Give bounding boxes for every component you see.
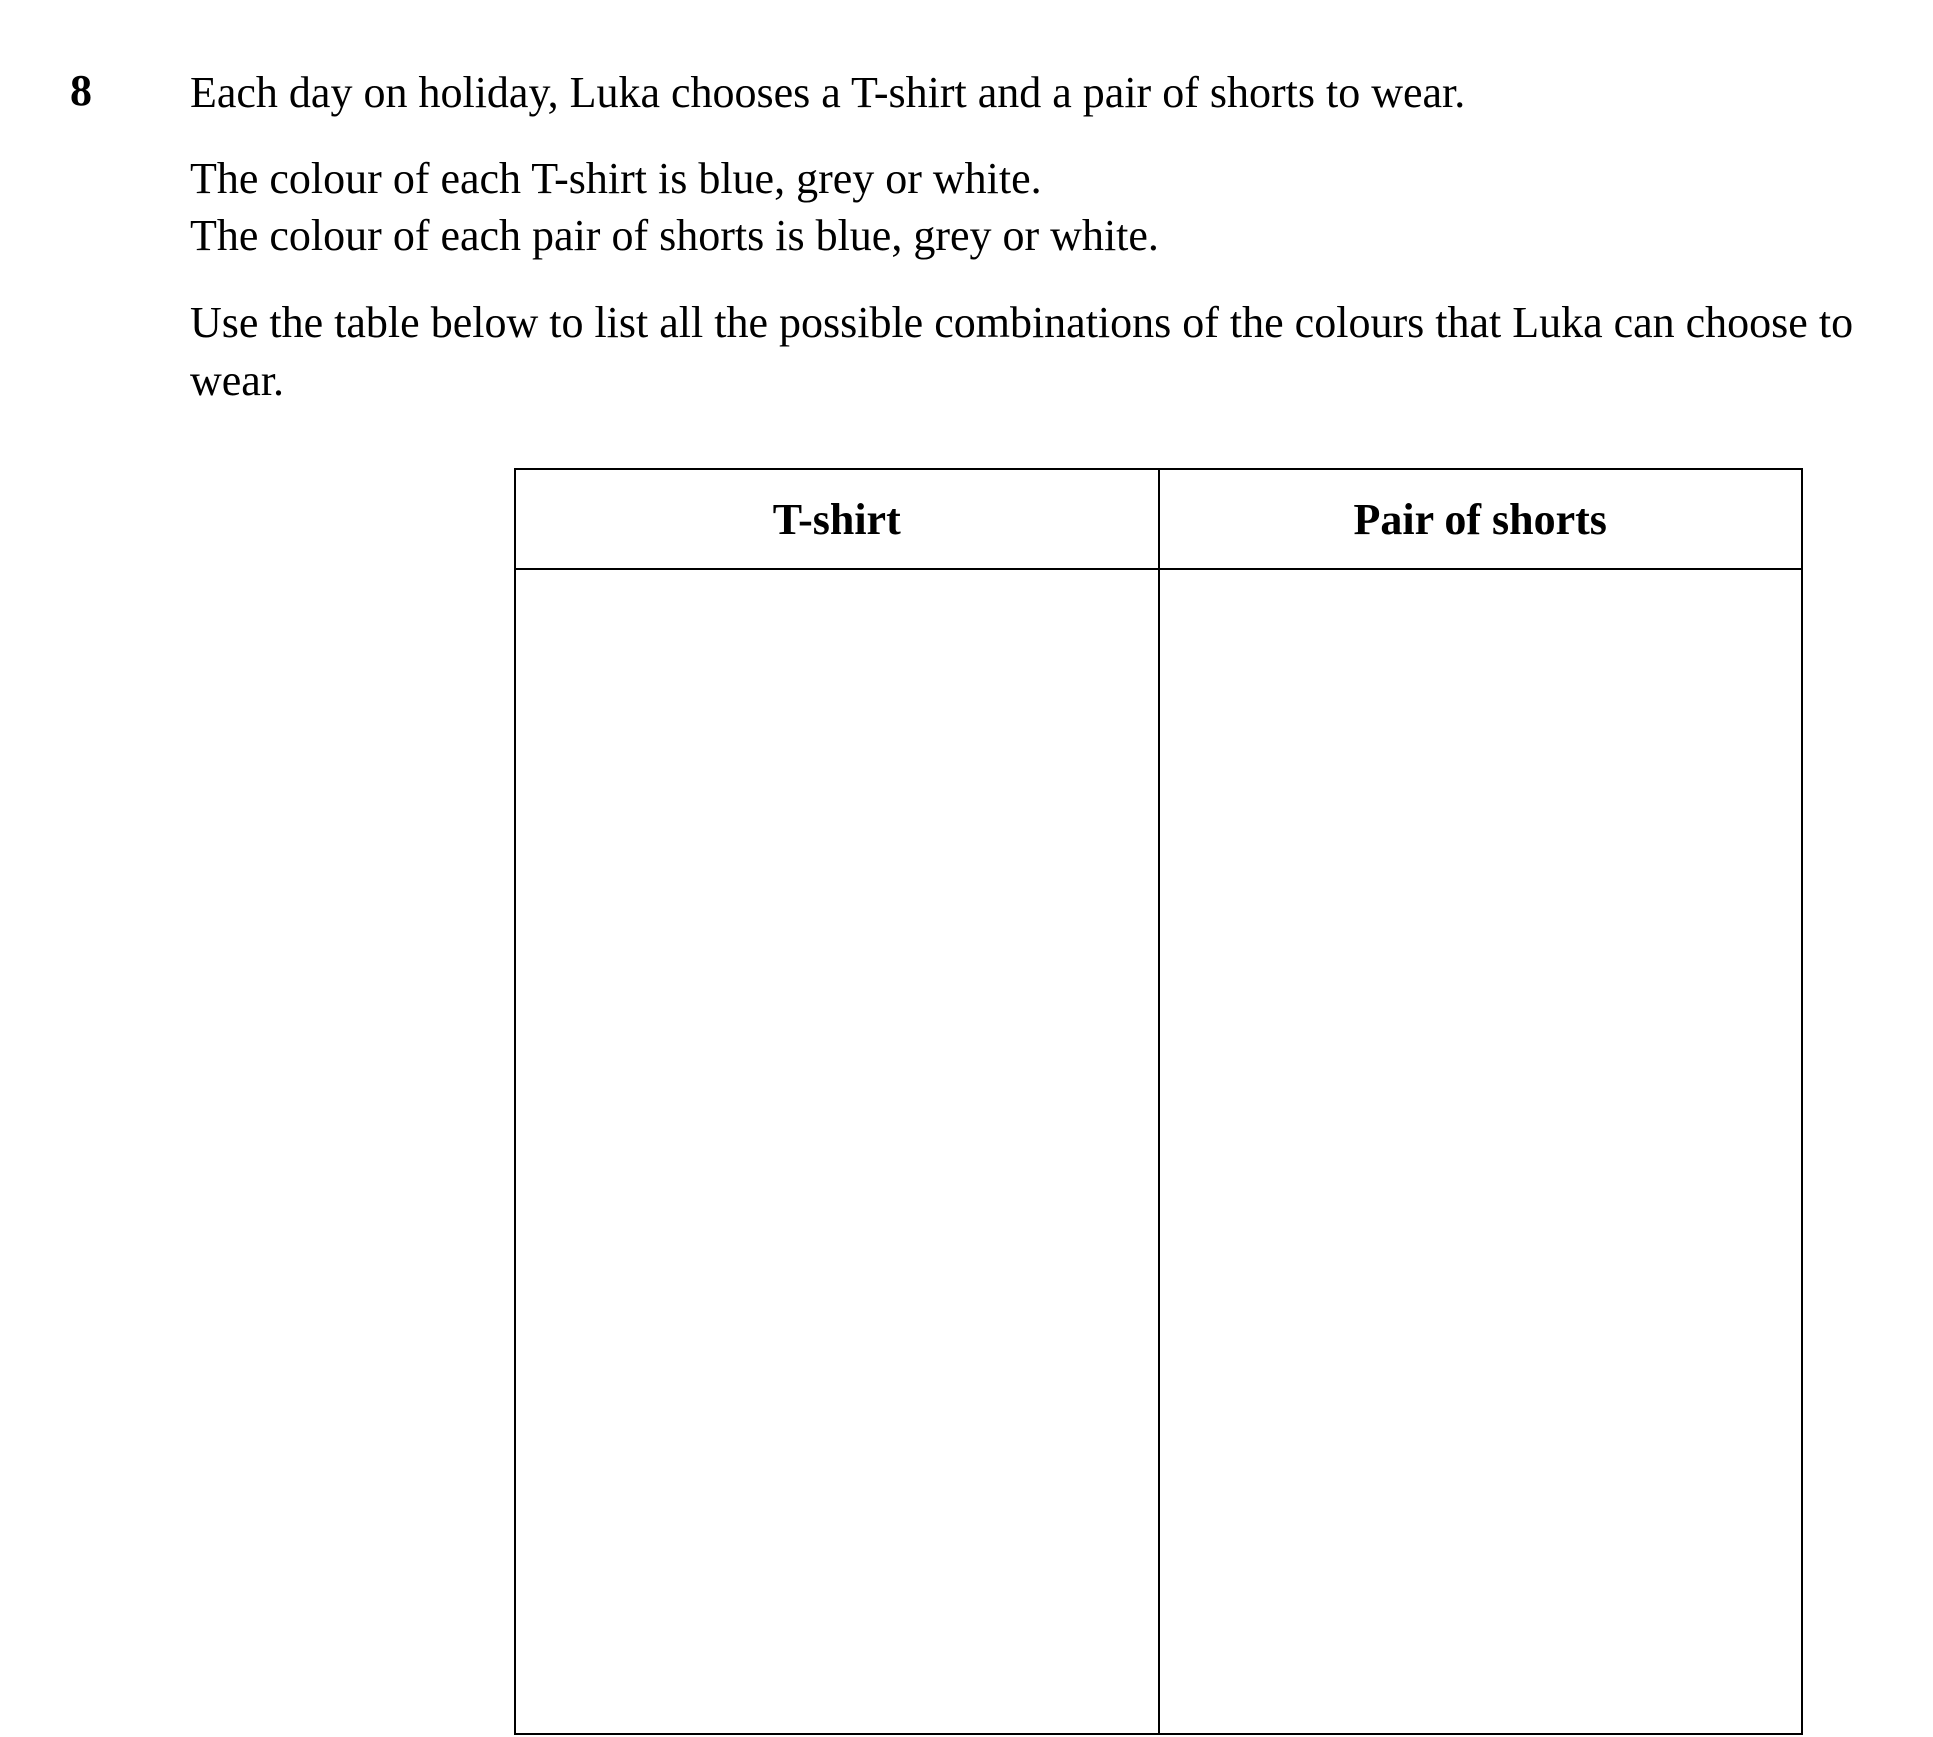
- answer-row: [515, 569, 1802, 1734]
- combinations-table: [514, 468, 1803, 1735]
- question-text-line2: The colour of each T-shirt is blue, grey or white.: [190, 154, 1042, 203]
- header-pair-of-shorts: Pair of shorts: [1159, 469, 1803, 569]
- question-instruction: Use the table below to list all the possible combinations of the colours that Luka can choose to wear.: [190, 298, 1854, 405]
- question-number: 8: [70, 66, 92, 115]
- table-header-row: [515, 469, 1802, 569]
- question-text-line1: Each day on holiday, Luka chooses a T-shirt and a pair of shorts to wear.: [190, 68, 1466, 117]
- header-tshirt: T-shirt: [515, 469, 1159, 569]
- answer-cell-shorts[interactable]: [1159, 569, 1803, 1734]
- answer-cell-tshirt[interactable]: [515, 569, 1159, 1734]
- question-text-line3: The colour of each pair of shorts is blue, grey or white.: [190, 211, 1159, 260]
